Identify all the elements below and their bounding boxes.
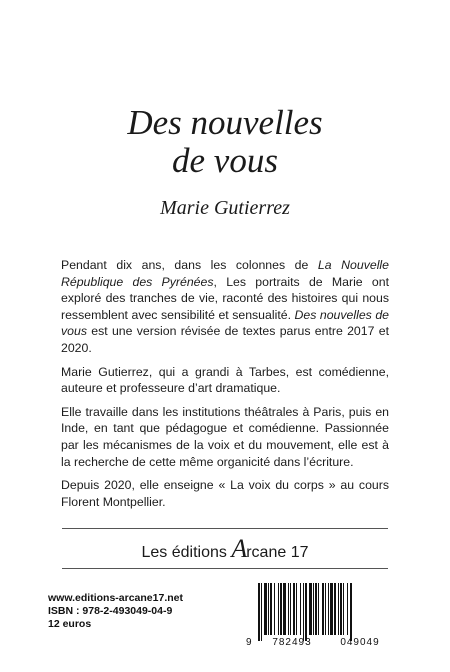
blurb-paragraph-4: Depuis 2020, elle enseigne « La voix du corps » au cours Florent Montpellier. [61,478,389,509]
book-title-line-2: de vous [172,141,278,180]
blurb-paragraph-2: Marie Gutierrez, qui a grandi à Tarbes, est comédienne, auteure et professeure d’art dramatique. [61,364,389,396]
book-title-line-1: Des nouvelles [127,103,323,142]
isbn: ISBN : 978-2-493049-04-9 [48,605,173,617]
author-name: Marie Gutierrez [160,197,290,219]
publisher-website: www.editions-arcane17.net [48,592,183,604]
divider-top [62,528,388,529]
book-title-inline: Des nouvelles de vous [61,307,389,339]
blurb [61,257,389,517]
barcode-group-1: 782493 [272,637,312,648]
price: 12 euros [48,618,92,630]
blurb-paragraph-3: Elle travaille dans les institutions théâtrales à Paris, puis en Inde, en tant que pédagogue et comédienne. Passionnée par les mécanismes de la voix et du mouvement, elle est à la recherche de cette même organicité dans l’écriture. [61,404,389,469]
divider-bottom [62,568,388,569]
imprint [48,592,183,631]
publisher-logo: Les éditions Arcane 17 [141,534,309,563]
barcode-lead-digit: 9 [246,637,252,648]
blurb-paragraph-1: Pendant dix ans, dans les colonnes de La Nouvelle République des Pyrénées, Les portraits de Marie ont exploré des tranches de vie, raconté des histoires qui nous ressemblent avec sensibilité et sensualité. Des nouvelles de vous est une version révisée de textes parus entre 2017 et 2020. [61,258,389,355]
barcode-group-2: 049049 [340,637,380,648]
barcode [246,583,394,643]
journal-name: La Nouvelle République des Pyrénées [61,258,389,289]
barcode-digits [246,637,396,648]
